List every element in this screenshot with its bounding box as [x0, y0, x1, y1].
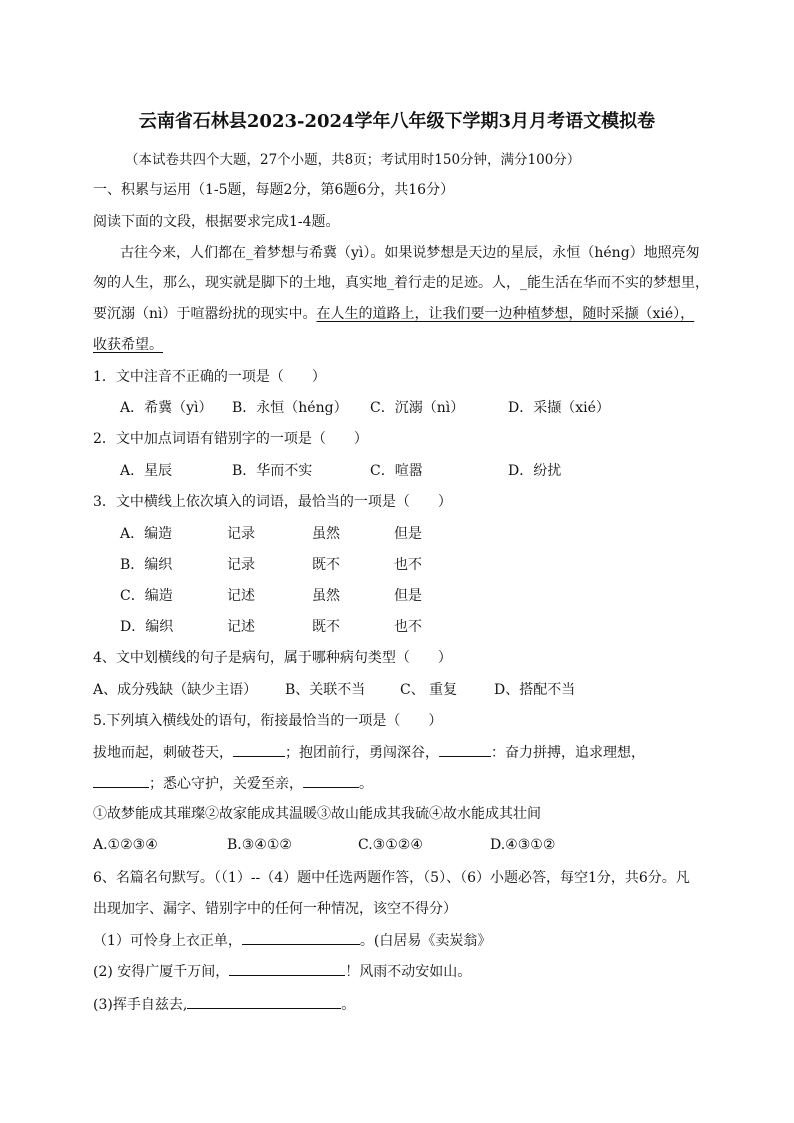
option-c: C.③①②④ — [358, 837, 423, 853]
question-4-stem: 4、文中划横线的句子是病句，属于哪种病句类型（ ） — [93, 650, 452, 666]
option-row-cell: 虽然 — [312, 588, 340, 604]
option-row-cell: 也不 — [394, 557, 422, 573]
option-row-cell: 记述 — [227, 619, 255, 635]
fill-blank[interactable] — [233, 742, 285, 757]
option-c: C．喧嚣 — [370, 463, 423, 479]
option-d: D．纷扰 — [508, 463, 562, 479]
question-5-stem: 5.下列填入横线处的语句，衔接最恰当的一项是（ ） — [93, 713, 443, 729]
question-5-passage — [93, 773, 373, 794]
underlined-sentence: 收获希望。 — [93, 337, 163, 353]
passage-line: 古往今来，人们都在_着梦想与希冀（yì）。如果说梦想是天边的星辰，永恒（héng）地照亮匆 — [120, 245, 700, 261]
fill-blank[interactable] — [303, 773, 359, 788]
fill-blank[interactable] — [242, 930, 360, 945]
question-5-choices: ①故梦能成其璀璨②故家能成其温暖③故山能成其我硫④故水能成其壮间 — [93, 806, 541, 822]
dictation-text: 。 — [341, 997, 356, 1013]
passage-line: 匆的人生，那么，现实就是脚下的土地，真实地_着行走的足迹。人，_能生活在华而不实的梦想里， — [93, 275, 709, 291]
fill-blank[interactable] — [439, 742, 491, 757]
option-a: A、成分残缺（缺少主语） — [93, 682, 258, 698]
question-3-stem: 3．文中横线上依次填入的词语，最恰当的一项是（ ） — [93, 494, 452, 510]
option-a: A．希冀（yì） — [120, 400, 213, 416]
question-6-stem: 6、名篇名句默写。（（1）--（4）题中任选两题作答，（5）、（6）小题必答，每空1分，共6分。凡 — [93, 870, 690, 886]
passage-text: ；悉心守护，关爱至亲， — [149, 776, 303, 792]
fill-blank[interactable] — [93, 773, 149, 788]
option-d: D．采撷（xié） — [508, 400, 610, 416]
question-2-stem: 2．文中加点词语有错别字的一项是（ ） — [93, 431, 368, 447]
page-title: 云南省石林县2023-2024学年八年级下学期3月月考语文模拟卷 — [138, 111, 656, 132]
question-6-stem: 出现加字、漏字、错别字中的任何一种情况，该空不得分） — [93, 901, 457, 917]
option-row-cell: 既不 — [312, 619, 340, 635]
option-row-cell: 虽然 — [312, 526, 340, 542]
option-b: B、关联不当 — [285, 682, 366, 698]
option-c: C．沉溺（nì） — [370, 400, 465, 416]
dictation-prompt: (2) 安得广厦千万间， — [93, 964, 230, 980]
option-row-cell: C．编造 — [120, 588, 173, 604]
exam-instructions: （本试卷共四个大题，27个小题，共8页；考试用时150分钟，满分100分） — [125, 152, 581, 168]
dictation-text: ！风雨不动安如山。 — [345, 964, 472, 980]
section-heading: 一、积累与运用（1-5题，每题2分，第6题6分，共16分） — [93, 182, 455, 198]
passage-line — [93, 304, 694, 324]
option-row-cell: D．编织 — [120, 619, 174, 635]
option-b: B.③④①② — [227, 837, 292, 853]
option-row-cell: 也不 — [394, 619, 422, 635]
option-a: A．星辰 — [120, 463, 173, 479]
dictation-prompt: (3)挥手自兹去, — [93, 997, 188, 1013]
option-b: B．永恒（héng） — [232, 400, 348, 416]
dictation-item — [93, 961, 471, 982]
question-1-stem: 1．文中注音不正确的一项是（ ） — [93, 369, 326, 385]
option-d: D、搭配不当 — [494, 682, 576, 698]
dictation-source: 。(白居易《卖炭翁》 — [359, 933, 492, 949]
option-b: B．华而不实 — [232, 463, 313, 479]
option-row-cell: 但是 — [394, 526, 422, 542]
dictation-prompt: （1）可怜身上衣正单， — [93, 933, 242, 949]
option-row-cell: 记录 — [227, 557, 255, 573]
question-5-passage — [93, 742, 645, 763]
passage-text: 拔地而起，刺破苍天， — [93, 745, 233, 761]
option-row-cell: 但是 — [394, 588, 422, 604]
option-row-cell: 既不 — [312, 557, 340, 573]
dictation-item — [93, 994, 355, 1015]
passage-text: 。 — [359, 776, 373, 792]
option-d: D.④③①② — [490, 837, 556, 853]
passage-text: ；抱团前行，勇闯深谷， — [285, 745, 439, 761]
option-a: A.①②③④ — [93, 837, 158, 853]
option-row-cell: A．编造 — [120, 526, 173, 542]
passage-text: 要沉溺（nì）于喧嚣纷扰的现实中。 — [93, 306, 317, 322]
reading-instruction: 阅读下面的文段，根据要求完成1-4题。 — [93, 214, 340, 230]
option-c: C、 重复 — [400, 682, 458, 698]
option-row-cell: 记述 — [227, 588, 255, 604]
fill-blank[interactable] — [187, 994, 341, 1009]
passage-text: ：奋力拼搏，追求理想， — [491, 745, 645, 761]
option-row-cell: 记录 — [227, 526, 255, 542]
underlined-sentence: 在人生的道路上，让我们要一边种植梦想，随时采撷（xié）， — [316, 306, 695, 322]
fill-blank[interactable] — [229, 961, 345, 976]
option-row-cell: B．编织 — [120, 557, 173, 573]
dictation-item — [93, 930, 491, 951]
